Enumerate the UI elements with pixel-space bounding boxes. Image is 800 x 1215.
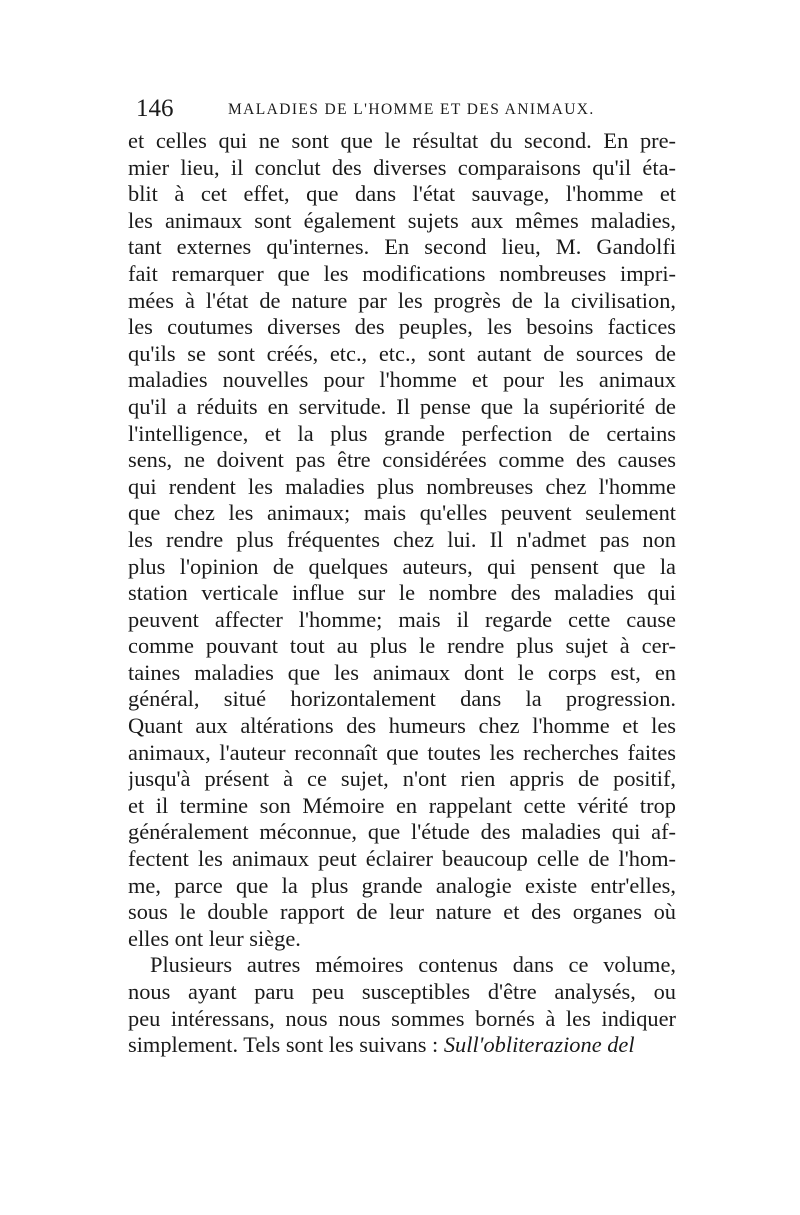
text-line: fait remarquer que les modifications nombreuses impri- bbox=[128, 260, 676, 286]
text-line: sens, ne doivent pas être considérées comme des causes bbox=[128, 447, 676, 473]
text-line: et celles qui ne sont que le résultat du second. En pre- bbox=[128, 128, 676, 153]
text-line: maladies nouvelles pour l'homme et pour les animaux bbox=[128, 367, 676, 393]
italic-title: Sull'obliterazione del bbox=[443, 1032, 635, 1058]
paragraph-1 bbox=[128, 128, 676, 952]
text-line: et il termine son Mémoire en rappelant cette vérité trop bbox=[128, 792, 676, 818]
text-line: Quant aux altérations des humeurs chez l'homme et les bbox=[128, 713, 676, 739]
text-line: que chez les animaux; mais qu'elles peuvent seulement bbox=[128, 500, 676, 526]
text-line: qui rendent les maladies plus nombreuses chez l'homme bbox=[128, 473, 676, 499]
page-header bbox=[128, 94, 676, 124]
text-line: Plusieurs autres mémoires contenus dans ce volume, bbox=[150, 952, 676, 978]
text-line: qu'ils se sont créés, etc., etc., sont autant de sources de bbox=[128, 340, 676, 366]
text-line-final bbox=[128, 1032, 676, 1059]
page-number: 146 bbox=[136, 95, 174, 122]
text-line: station verticale influe sur le nombre des maladies qui bbox=[128, 580, 676, 606]
paragraph-2 bbox=[128, 952, 676, 1032]
text-line: sous le double rapport de leur nature et des organes où bbox=[128, 899, 676, 925]
text-line: fectent les animaux peut éclairer beaucoup celle de l'hom- bbox=[128, 846, 676, 872]
text-line: général, situé horizontalement dans la progression. bbox=[128, 686, 676, 712]
text-line: plus l'opinion de quelques auteurs, qui pensent que la bbox=[128, 553, 676, 579]
text-line: tant externes qu'internes. En second lieu, M. Gandolfi bbox=[128, 234, 676, 260]
text-line: mier lieu, il conclut des diverses comparaisons qu'il éta- bbox=[128, 154, 676, 180]
text-line: blit à cet effet, que dans l'état sauvage, l'homme et bbox=[128, 181, 676, 207]
text-line: me, parce que la plus grande analogie existe entr'elles, bbox=[128, 872, 676, 898]
text-line: nous ayant paru peu susceptibles d'être analysés, ou bbox=[128, 979, 676, 1004]
text-line: les coutumes diverses des peuples, les besoins factices bbox=[128, 314, 676, 340]
body-text bbox=[128, 128, 676, 1059]
text-line: jusqu'à présent à ce sujet, n'ont rien appris de positif, bbox=[128, 766, 676, 792]
text-line: peu intéressans, nous nous sommes bornés à les indiquer bbox=[128, 1005, 676, 1031]
running-title: MALADIES DE L'HOMME ET DES ANIMAUX. bbox=[228, 101, 595, 118]
text-line: comme pouvant tout au plus le rendre plus sujet à cer- bbox=[128, 633, 676, 659]
text-line: les rendre plus fréquentes chez lui. Il n'admet pas non bbox=[128, 526, 676, 552]
text-line: qu'il a réduits en servitude. Il pense que la supériorité de bbox=[128, 393, 676, 419]
final-line-roman: simplement. Tels sont les suivans : bbox=[128, 1032, 444, 1058]
text-line: animaux, l'auteur reconnaît que toutes les recherches faites bbox=[128, 739, 676, 765]
text-line: elles ont leur siège. bbox=[128, 925, 301, 951]
text-line: les animaux sont également sujets aux mêmes maladies, bbox=[128, 207, 676, 233]
text-line: l'intelligence, et la plus grande perfection de certains bbox=[128, 420, 676, 446]
text-line: peuvent affecter l'homme; mais il regarde cette cause bbox=[128, 606, 676, 632]
text-line: généralement méconnue, que l'étude des maladies qui af- bbox=[128, 819, 676, 845]
text-line: taines maladies que les animaux dont le corps est, en bbox=[128, 659, 676, 685]
text-line: mées à l'état de nature par les progrès de la civilisation, bbox=[128, 287, 676, 313]
